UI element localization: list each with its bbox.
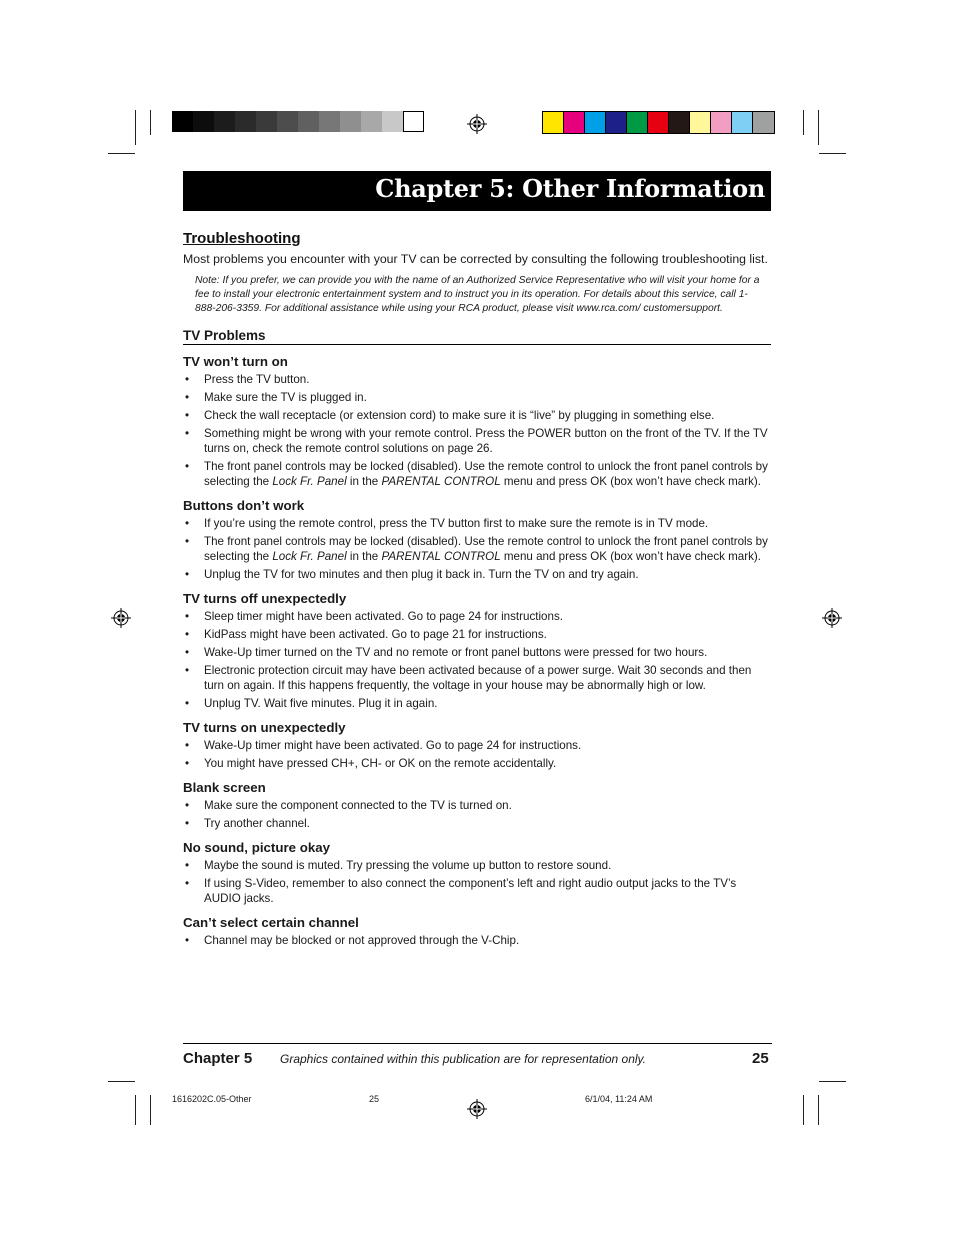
main-content [183, 230, 771, 951]
problem-section [183, 915, 771, 948]
color-swatch [361, 111, 382, 132]
crop-mark [108, 1081, 135, 1082]
color-swatch [543, 112, 564, 133]
section-heading: Blank screen [183, 780, 266, 795]
crop-mark [803, 1095, 804, 1125]
list-item: • If you’re using the remote control, press the TV button first to make sure the remote is in TV mode. [183, 516, 771, 531]
color-swatch [606, 112, 627, 133]
section-heading: TV turns on unexpectedly [183, 720, 346, 735]
list-item: • If using S-Video, remember to also connect the component’s left and right audio output jacks to the TV’s AUDIO jacks. [183, 876, 771, 906]
color-swatch [585, 112, 606, 133]
problem-section [183, 498, 771, 582]
list-item: • Sleep timer might have been activated. Go to page 24 for instructions. [183, 609, 771, 624]
list-item: • Wake-Up timer might have been activated. Go to page 24 for instructions. [183, 738, 771, 753]
color-swatch [690, 112, 711, 133]
registration-target-icon [467, 114, 487, 134]
slug-page: 25 [369, 1094, 380, 1104]
problem-section [183, 354, 771, 489]
list-item: • Check the wall receptacle (or extension cord) to make sure it is “live” by plugging in something else. [183, 408, 771, 423]
section-heading: TV won’t turn on [183, 354, 288, 369]
grayscale-color-bar [172, 111, 424, 132]
list-item: • Make sure the TV is plugged in. [183, 390, 771, 405]
list-item: • Make sure the component connected to the TV is turned on. [183, 798, 771, 813]
color-swatch [732, 112, 753, 133]
list-item: • You might have pressed CH+, CH- or OK on the remote accidentally. [183, 756, 771, 771]
crop-mark [150, 1095, 151, 1125]
crop-mark [803, 110, 804, 135]
footer-rule [183, 1043, 772, 1044]
color-swatch [277, 111, 298, 132]
footer-chapter: Chapter 5 [183, 1050, 253, 1067]
problem-sections [183, 354, 771, 948]
slug-filename: 1616202C.05-Other [172, 1094, 252, 1104]
color-swatch [403, 111, 424, 132]
color-swatch [753, 112, 774, 133]
crop-mark [108, 153, 135, 154]
crop-mark [818, 110, 819, 145]
process-color-bar [542, 111, 775, 134]
crop-mark [819, 153, 846, 154]
list-item: • KidPass might have been activated. Go to page 21 for instructions. [183, 627, 771, 642]
color-swatch [564, 112, 585, 133]
color-swatch [172, 111, 193, 132]
list-item: • Wake-Up timer turned on the TV and no remote or front panel buttons were pressed for two hours. [183, 645, 771, 660]
problem-section [183, 720, 771, 771]
footer-disclaimer: Graphics contained within this publication are for representation only. [280, 1052, 646, 1066]
list-item: • Channel may be blocked or not approved through the V-Chip. [183, 933, 771, 948]
crop-mark [818, 1095, 819, 1125]
list-item: • The front panel controls may be locked (disabled). Use the remote control to unlock the front panel controls by selecting the Lock Fr. Panel in the PARENTAL CONTROL menu and press OK (box won’t have check mark). [183, 534, 771, 564]
page-number: 25 [752, 1050, 769, 1067]
color-swatch [648, 112, 669, 133]
color-swatch [340, 111, 361, 132]
problem-section [183, 780, 771, 831]
solution-list [183, 516, 771, 582]
chapter-title-bar [183, 171, 771, 211]
solution-list [183, 798, 771, 831]
color-swatch [214, 111, 235, 132]
color-swatch [382, 111, 403, 132]
crop-mark [150, 110, 151, 135]
list-item: • Press the TV button. [183, 372, 771, 387]
list-item: • Unplug the TV for two minutes and then plug it back in. Turn the TV on and try again. [183, 567, 771, 582]
intro-paragraph: Most problems you encounter with your TV can be corrected by consulting the following troubleshooting list. [183, 252, 768, 266]
section-heading: TV turns off unexpectedly [183, 591, 347, 606]
list-item: • Electronic protection circuit may have been activated because of a power surge. Wait 30 seconds and then turn on again. If this happens frequently, the voltage in your house may be abnormally high or low. [183, 663, 771, 693]
solution-list [183, 609, 771, 711]
color-swatch [669, 112, 690, 133]
crop-mark [135, 1095, 136, 1125]
list-item: • Try another channel. [183, 816, 771, 831]
registration-target-icon [822, 608, 842, 628]
service-note: Note: If you prefer, we can provide you with the name of an Authorized Service Representative who will visit your home for a fee to install your electronic entertainment system and to instruct you in its operation. For details about this service, call 1-888-206-3359. For additional assistance while using your RCA product, please visit www.rca.com/ customersupport. [195, 275, 760, 314]
color-swatch [193, 111, 214, 132]
slug-date: 6/1/04, 11:24 AM [585, 1094, 653, 1104]
section-heading: Buttons don’t work [183, 498, 305, 513]
crop-mark [819, 1081, 846, 1082]
registration-target-icon [467, 1099, 487, 1119]
section-heading: Can’t select certain channel [183, 915, 359, 930]
solution-list [183, 738, 771, 771]
list-item: • The front panel controls may be locked (disabled). Use the remote control to unlock the front panel controls by selecting the Lock Fr. Panel in the PARENTAL CONTROL menu and press OK (box won’t have check mark). [183, 459, 771, 489]
solution-list [183, 372, 771, 489]
color-swatch [235, 111, 256, 132]
color-swatch [711, 112, 732, 133]
problem-section [183, 840, 771, 906]
page-title: Chapter 5: Other Information [375, 174, 765, 203]
color-swatch [627, 112, 648, 133]
list-item: • Unplug TV. Wait five minutes. Plug it in again. [183, 696, 771, 711]
crop-mark [135, 110, 136, 145]
solution-list [183, 933, 771, 948]
problem-section [183, 591, 771, 711]
color-swatch [256, 111, 277, 132]
list-item: • Something might be wrong with your remote control. Press the POWER button on the front of the TV. If the TV turns on, check the remote control solutions on page 26. [183, 426, 771, 456]
solution-list [183, 858, 771, 906]
section-heading: No sound, picture okay [183, 840, 331, 855]
tv-problems-heading: TV Problems [183, 328, 771, 345]
troubleshooting-heading: Troubleshooting [183, 230, 301, 247]
color-swatch [298, 111, 319, 132]
registration-target-icon [111, 608, 131, 628]
list-item: • Maybe the sound is muted. Try pressing the volume up button to restore sound. [183, 858, 771, 873]
color-swatch [319, 111, 340, 132]
